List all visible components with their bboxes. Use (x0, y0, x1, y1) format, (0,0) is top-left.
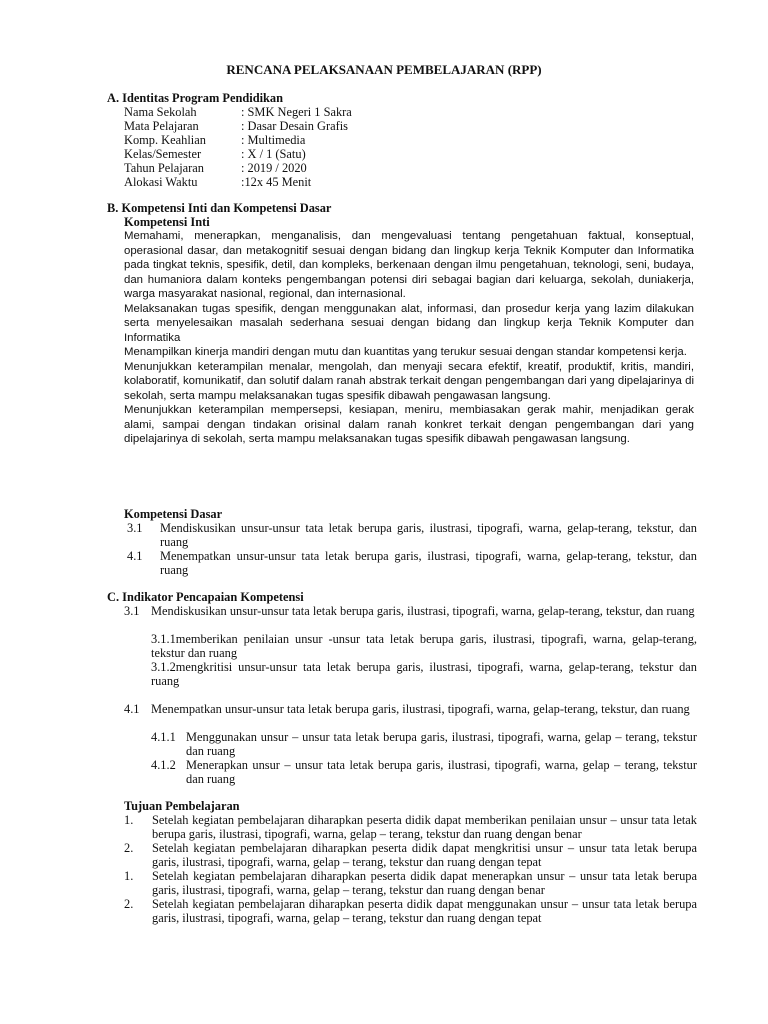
ki-paragraph: Menunjukkan keterampilan menalar, mengolah, dan menyaji secara efektif, kreatif, produktif, kritis, mandiri, kolaboratif, komunikatif, dan solutif dalam ranah abstrak terkait dengan pengembangan dari yang dipelajarinya di sekolah, serta mampu melaksanakan tugas spesifik dibawah pengawasan langsung. (124, 360, 694, 402)
tujuan-item (124, 897, 697, 925)
indicator-text: Menempatkan unsur-unsur tata letak berupa garis, ilustrasi, tipografi, warna, gelap-terang, tekstur, dan ruang (151, 702, 690, 716)
identity-label: Alokasi Waktu (124, 175, 198, 189)
kd-number: 4.1 (127, 549, 143, 563)
identity-value: : X / 1 (Satu) (241, 147, 306, 161)
ki-heading: Kompetensi Inti (124, 215, 210, 229)
indicator-number: 4.1 (124, 702, 140, 716)
indicator-sub-item (151, 758, 697, 786)
ki-paragraph: Menampilkan kinerja mandiri dengan mutu dan kuantitas yang terukur sesuai dengan standar kompetensi kerja. (124, 346, 687, 358)
ki-body (124, 229, 694, 447)
indicator-sub-number: 4.1.2 (151, 758, 176, 772)
document-title: RENCANA PELAKSANAAN PEMBELAJARAN (RPP) (226, 62, 542, 77)
section-b-heading: B. Kompetensi Inti dan Kompetensi Dasar (107, 201, 332, 215)
identity-value: : Multimedia (241, 133, 306, 147)
tujuan-text: Setelah kegiatan pembelajaran diharapkan peserta didik dapat memberikan penilaian unsur – unsur tata letak berupa garis, ilustrasi, tipografi, warna, gelap – terang, tekstur dan ruang dengan benar (152, 813, 697, 841)
identity-label: Kelas/Semester (124, 147, 202, 161)
indicator-sub-number: 4.1.1 (151, 730, 176, 744)
kd-number: 3.1 (127, 521, 143, 535)
indicator-item (124, 702, 697, 730)
section-a-heading: A. Identitas Program Pendidikan (107, 91, 284, 105)
tujuan-item (124, 869, 697, 897)
kd-text: Menempatkan unsur-unsur tata letak berupa garis, ilustrasi, tipografi, warna, gelap-terang, tekstur, dan ruang (160, 549, 697, 577)
tujuan-text: Setelah kegiatan pembelajaran diharapkan peserta didik dapat menggunakan unsur – unsur tata letak berupa garis, ilustrasi, tipografi, warna, gelap – terang, tekstur dan ruang dengan tepat (152, 897, 697, 925)
tujuan-number: 2. (124, 841, 134, 855)
identity-label: Mata Pelajaran (124, 119, 199, 133)
kd-text: Mendiskusikan unsur-unsur tata letak berupa garis, ilustrasi, tipografi, warna, gelap-terang, tekstur, dan ruang (160, 521, 697, 549)
kd-heading: Kompetensi Dasar (124, 507, 223, 521)
indicator-item (124, 604, 697, 632)
indicator-sub-text: Menggunakan unsur – unsur tata letak berupa garis, ilustrasi, tipografi, warna, gelap – terang, tekstur dan ruang (186, 730, 697, 758)
ki-paragraph: Melaksanakan tugas spesifik, dengan menggunakan alat, informasi, dan prosedur kerja yang lazim dilakukan serta menyelesaikan masalah sederhana sesuai dengan bidang dan lingkup kerja Teknik Komputer dan Informatika (124, 302, 694, 344)
tujuan-heading: Tujuan Pembelajaran (124, 799, 240, 813)
identity-value: : 2019 / 2020 (241, 161, 307, 175)
tujuan-item (124, 813, 697, 841)
identity-value: :12x 45 Menit (241, 175, 312, 189)
indicator-sub-item (151, 730, 697, 758)
section-c-heading: C. Indikator Pencapaian Kompetensi (107, 590, 304, 604)
identity-label: Tahun Pelajaran (124, 161, 204, 175)
indicator-sub-item: 3.1.1memberikan penilaian unsur -unsur tata letak berupa garis, ilustrasi, tipografi, warna, gelap-terang, tekstur dan ruang (151, 632, 697, 660)
kd-item (127, 549, 697, 577)
tujuan-text: Setelah kegiatan pembelajaran diharapkan peserta didik dapat menerapkan unsur – unsur tata letak berupa garis, ilustrasi, tipografi, warna, gelap – terang, tekstur dan ruang dengan benar (152, 869, 697, 897)
indicator-sub-item: 3.1.2mengkritisi unsur-unsur tata letak berupa garis, ilustrasi, tipografi, warna, gelap-terang, tekstur dan ruang (151, 660, 697, 688)
identity-label: Komp. Keahlian (124, 133, 206, 147)
tujuan-text: Setelah kegiatan pembelajaran diharapkan peserta didik dapat mengkritisi unsur – unsur tata letak berupa garis, ilustrasi, tipografi, warna, gelap – terang, tekstur dan ruang dengan tepat (152, 841, 697, 869)
ki-paragraph: Menunjukkan keterampilan mempersepsi, kesiapan, meniru, membiasakan gerak mahir, menjadikan gerak alami, sampai dengan tindakan orisinal dalam ranah konkret terkait dengan pengembangan dari yang dipelajarinya di sekolah, serta mampu melaksanakan tugas spesifik dibawah pengawasan langsung. (124, 404, 694, 445)
identity-table (124, 105, 524, 189)
indicator-sub-text: Menerapkan unsur – unsur tata letak berupa garis, ilustrasi, tipografi, warna, gelap – terang, tekstur dan ruang (186, 758, 697, 786)
identity-value: : Dasar Desain Grafis (241, 119, 349, 133)
tujuan-item (124, 841, 697, 869)
ki-paragraph: Memahami, menerapkan, menganalisis, dan mengevaluasi tentang pengetahuan faktual, konseptual, operasional dasar, dan metakognitif sesuai dengan bidang dan lingkup kerja Teknik Komputer dan Informatika pada tingkat teknis, spesifik, detil, dan kompleks, berkenaan dengan ilmu pengetahuan, teknologi, seni, budaya, dan humaniora dalam konteks pengembangan potensi diri sebagai bagian dari keluarga, sekolah, duniakerja, warga masyarakat nasional, regional, dan internasional. (124, 230, 694, 300)
kd-item (127, 521, 697, 549)
identity-value: : SMK Negeri 1 Sakra (241, 105, 352, 119)
tujuan-number: 2. (124, 897, 134, 911)
indicator-number: 3.1 (124, 604, 140, 618)
identity-label: Nama Sekolah (124, 105, 197, 119)
indicator-text: Mendiskusikan unsur-unsur tata letak berupa garis, ilustrasi, tipografi, warna, gelap-terang, tekstur, dan ruang (151, 604, 695, 618)
tujuan-number: 1. (124, 813, 134, 827)
tujuan-number: 1. (124, 869, 134, 883)
